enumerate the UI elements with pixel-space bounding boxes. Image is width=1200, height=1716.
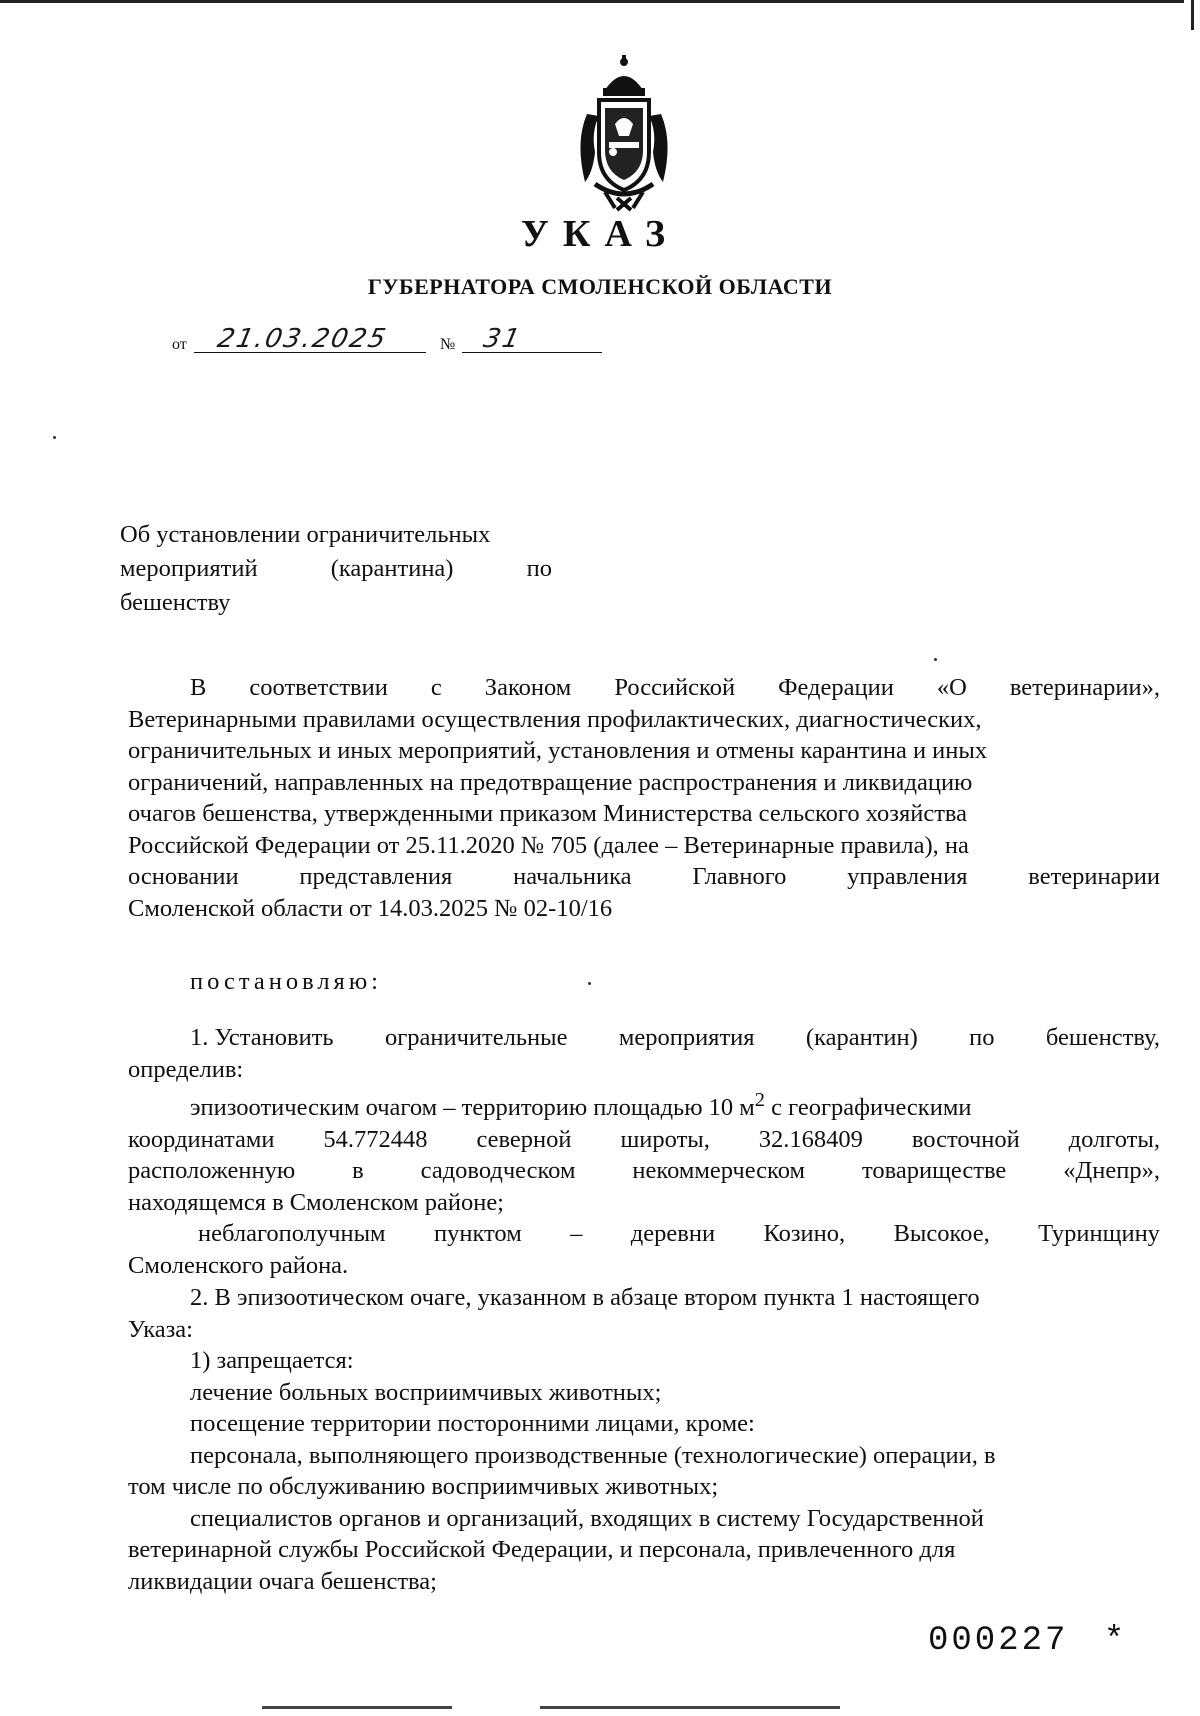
item1-focus-line [128,1085,1160,1124]
word: соответствии [249,674,388,701]
word: основании [128,863,239,890]
word: ветеринарии [1028,863,1160,890]
word: ветеринарии», [1009,674,1160,701]
item1-line [128,1022,1160,1054]
word: Федерации [778,674,894,701]
superscript: 2 [754,1089,765,1111]
item1-location-line [128,1155,1160,1187]
word: некоммерческом [632,1157,805,1185]
subject-line-justified [120,552,552,586]
date-field [194,324,426,353]
preamble-line: ограничений, направленных на предотвращение распространения и ликвидацию [128,768,973,796]
word: координатами [128,1125,275,1153]
handwritten-number: 31 [480,324,525,354]
preamble-line: очагов бешенства, утвержденными приказом Министерства сельского хозяйства [128,800,968,827]
preamble-line [128,672,1160,704]
preamble-paragraph [128,672,1160,924]
word: с [430,674,442,701]
item2-line: 2. В эпизоотическом очаге, указанном в абзаце втором пункта 1 настоящего [190,1284,980,1311]
word: В [190,674,207,701]
scan-speck [53,436,56,439]
item2-line: Указа: [128,1315,193,1343]
date-number-line [172,324,632,356]
item2-line: ветеринарной службы Российской Федерации, и персонала, привлеченного для [128,1536,956,1563]
scan-top-border [0,0,1184,3]
word: товариществе [861,1157,1007,1185]
word: 32.168409 [758,1125,863,1153]
word: 1. Установить [190,1024,334,1051]
subject-word: мероприятий [120,555,258,582]
item1-line: определив: [128,1055,244,1083]
preamble-line: Смоленской области от 14.03.2025 № 02-10/16 [128,894,613,922]
handwritten-date: 21.03.2025 [214,324,391,354]
serial-number: 000227 [928,1622,1069,1660]
word: пунктом [433,1220,522,1248]
word: Козино, [763,1220,846,1248]
form-serial-number [928,1622,1127,1660]
subject-line: Об установлении ограничительных [120,521,491,548]
word: представления [299,863,453,890]
item2-line: специалистов органов и организаций, входящих в систему Государственной [190,1504,984,1532]
scan-right-border [1191,0,1194,30]
item2-line: ликвидации очага бешенства; [128,1567,437,1595]
scan-artifact [262,1706,452,1709]
item2-line: том числе по обслуживанию восприимчивых животных; [128,1473,719,1500]
word: 54.772448 [323,1125,428,1153]
word: мероприятия [618,1024,755,1051]
preamble-line [128,861,1160,893]
item-1 [128,1022,1160,1281]
item2-line: лечение больных восприимчивых животных; [190,1378,662,1406]
word: – [570,1220,583,1248]
serial-asterisk: * [1103,1622,1128,1660]
word: Главного [692,863,787,890]
item1-coords-line [128,1124,1160,1156]
subject-word: по [526,555,552,582]
issuer-heading: ГУБЕРНАТОРА СМОЛЕНСКОЙ ОБЛАСТИ [367,274,833,299]
item2-line: персонала, выполняющего производственные (технологические) операции, в [190,1441,996,1469]
word: (карантин) [805,1024,918,1051]
word: садоводческом [420,1157,576,1185]
item2-line: посещение территории посторонними лицами, кроме: [190,1410,755,1437]
word: бешенству, [1045,1024,1160,1051]
scan-speck [934,658,937,661]
item1-line: находящемся в Смоленском районе; [128,1188,504,1216]
word: «О [936,674,967,701]
item1-point-line [128,1218,1160,1250]
decree-title: УКАЗ [521,213,679,255]
word: неблагополучным [198,1220,386,1248]
text: с географическими [764,1094,972,1122]
resolve-word: постановляю: [190,968,382,995]
word: начальника [513,863,632,890]
number-label: № [440,336,456,353]
word: северной [476,1125,572,1153]
word: Туринщину [1038,1220,1160,1248]
word: деревни [630,1220,716,1248]
word: управления [847,863,968,890]
word: ограничительные [384,1024,568,1051]
word: Высокое, [893,1220,990,1248]
word: долготы, [1068,1125,1160,1153]
word: Законом [484,674,572,701]
item-2 [128,1282,1160,1597]
date-label: от [172,336,187,353]
subject-word: (карантина) [330,555,454,582]
subject-line: бешенству [120,589,231,616]
preamble-line: ограничительных и иных мероприятий, установления и отмены карантина и иных [128,737,988,764]
word: расположенную [128,1157,296,1185]
word: в [352,1157,364,1185]
scan-artifact [540,1706,840,1709]
word: восточной [911,1125,1020,1153]
word: Российской [614,674,736,701]
item1-line: Смоленского района. [128,1251,349,1279]
decree-subject [120,518,552,620]
preamble-line: Ветеринарными правилами осуществления профилактических, диагностических, [128,705,982,733]
number-field [462,324,602,353]
word: по [969,1024,995,1051]
word: «Днепр», [1063,1157,1160,1185]
item2-line: 1) запрещается: [190,1347,354,1374]
preamble-line: Российской Федерации от 25.11.2020 № 705 (далее – Ветеринарные правила), на [128,831,969,859]
text: эпизоотическим очагом – территорию площадью 10 м [190,1094,755,1122]
word: широты, [620,1125,710,1153]
smolensk-coat-of-arms-emblem [565,52,683,212]
